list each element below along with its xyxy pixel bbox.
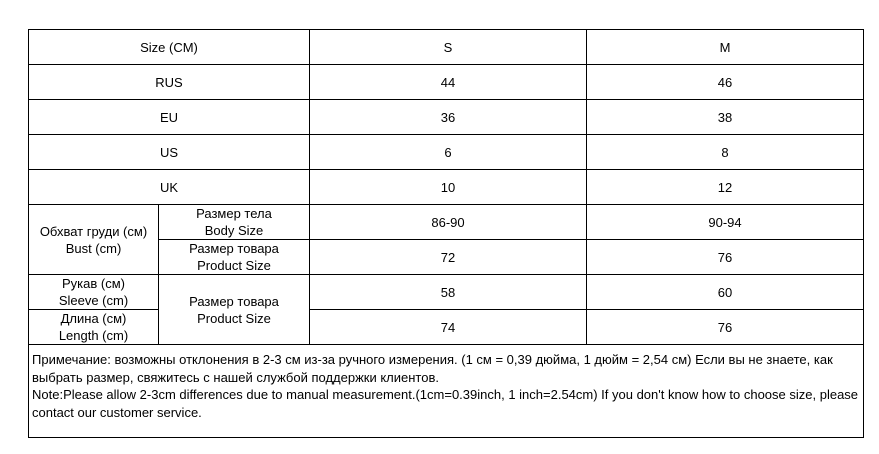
table-cell: 76 [587, 240, 864, 275]
bust-label [29, 205, 159, 275]
table-cell: 72 [310, 240, 587, 275]
table-cell: 12 [587, 170, 864, 205]
body-size-label-en: Body Size [204, 223, 264, 238]
note-cell [29, 345, 864, 438]
note-row [29, 345, 864, 438]
sleeve-label-ru: Рукав (см) [62, 276, 125, 291]
table-row [29, 65, 864, 100]
table-cell: 86-90 [310, 205, 587, 240]
table-cell: 76 [587, 310, 864, 345]
table-row [29, 170, 864, 205]
row-label: EU [29, 100, 310, 135]
bust-label-ru: Обхват груди (см) [39, 223, 148, 239]
bust-body-row [29, 205, 864, 240]
row-label: US [29, 135, 310, 170]
product-size-label-en: Product Size [197, 310, 271, 326]
bust-label-en: Bust (cm) [65, 240, 122, 256]
body-size-label [159, 205, 310, 240]
size-s-header: S [310, 30, 587, 65]
body-size-label-ru: Размер тела [196, 206, 272, 221]
sleeve-label [29, 275, 159, 310]
product-size-label-ru: Размер товара [189, 293, 279, 309]
header-row [29, 30, 864, 65]
table-cell: 44 [310, 65, 587, 100]
note-text-en: Note:Please allow 2-3cm differences due to manual measurement.(1cm=0.39inch, 1 inch=2.54cm) If you don't know how to choose size, please contact our customer service. [32, 387, 859, 420]
table-cell: 36 [310, 100, 587, 135]
size-m-header: M [587, 30, 864, 65]
length-label [29, 310, 159, 345]
size-chart-table [28, 29, 864, 438]
table-cell: 74 [310, 310, 587, 345]
product-size-label [159, 275, 310, 345]
table-cell: 60 [587, 275, 864, 310]
sleeve-row [29, 275, 864, 310]
table-row [29, 135, 864, 170]
row-label: UK [29, 170, 310, 205]
table-row [29, 100, 864, 135]
sleeve-label-en: Sleeve (cm) [58, 293, 129, 308]
table-cell: 90-94 [587, 205, 864, 240]
table-cell: 8 [587, 135, 864, 170]
length-row [29, 310, 864, 345]
table-cell: 58 [310, 275, 587, 310]
table-cell: 10 [310, 170, 587, 205]
table-cell: 38 [587, 100, 864, 135]
table-cell: 46 [587, 65, 864, 100]
table-cell: 6 [310, 135, 587, 170]
note-text-ru: Примечание: возможны отклонения в 2-3 см из-за ручного измерения. (1 см = 0,39 дюйма, 1 дюйм = 2,54 см) Если вы не знаете, как выбрать размер, свяжитесь с нашей службой поддержки клиентов. [32, 352, 833, 385]
product-size-label [159, 240, 310, 275]
size-cm-header: Size (CM) [29, 30, 310, 65]
row-label: RUS [29, 65, 310, 100]
length-label-en: Length (cm) [58, 328, 129, 343]
product-size-label-en: Product Size [197, 258, 271, 273]
length-label-ru: Длина (см) [60, 311, 127, 326]
product-size-label-ru: Размер товара [189, 241, 279, 256]
